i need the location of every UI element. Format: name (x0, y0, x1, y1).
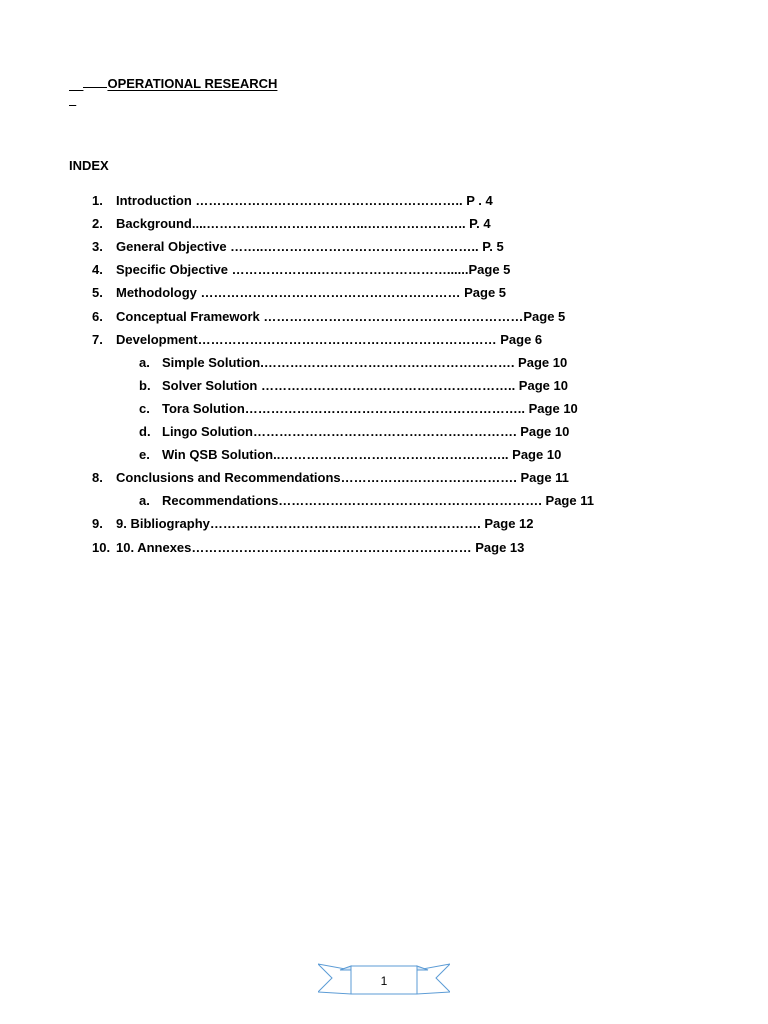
toc-entry[interactable] (0, 284, 768, 302)
toc-entry[interactable] (0, 492, 768, 510)
toc-entry[interactable] (0, 261, 768, 279)
toc-entry[interactable] (0, 446, 768, 464)
toc-entry[interactable] (0, 539, 768, 557)
toc-entry-number: a. (139, 493, 150, 509)
toc-entry-text: General Objective ……..………………………………………….. P. 5 (116, 239, 504, 255)
page-number: 1 (380, 974, 388, 988)
toc-entry-text: 10. Annexes…………………………..…………………………… Page 13 (116, 539, 525, 555)
toc-entry[interactable] (0, 215, 768, 233)
toc-entry-number: 6. (92, 308, 103, 324)
toc-entry[interactable] (0, 423, 768, 441)
toc-entry-text: Development…………………………………………………………… Page 6 (116, 331, 543, 347)
toc-entry-text: Introduction …………………………………………………….. P . 4 (116, 193, 493, 208)
toc-entry-number: 10. (92, 539, 111, 555)
toc-entry[interactable] (0, 377, 768, 395)
toc-entry-text: Background....…………..…………………...………………….. P. 4 (116, 216, 491, 232)
toc-entry[interactable] (0, 469, 768, 487)
toc-entry-number: c. (139, 400, 150, 416)
toc-entry-text: 9. Bibliography…………………………..…………………………. Page 12 (116, 516, 534, 532)
toc-entry-text: Tora Solution……………………………………………………….. Page 10 (162, 400, 578, 416)
toc-entry-number: a. (139, 354, 150, 370)
toc-entry-number: d. (139, 424, 151, 439)
toc-entry-text: Conclusions and Recommendations…………….……………………. Page 11 (116, 470, 569, 486)
toc-entry-number: 3. (92, 239, 103, 255)
toc-entry-text: Recommendations……………………………………………………. Page 11 (162, 493, 594, 509)
toc-entry-text: Specific Objective ………………..…………………………......Page 5 (116, 262, 511, 278)
toc-entry-number: e. (139, 447, 150, 463)
toc-entry-number: 8. (92, 470, 103, 486)
toc-entry-number: 5. (92, 285, 103, 301)
toc-entry-text: Solver Solution ………………………………………………….. Page 10 (162, 377, 568, 393)
toc-entry[interactable] (0, 400, 768, 418)
toc-entry[interactable] (0, 354, 768, 372)
title-underline-lead (83, 75, 107, 88)
toc-entry[interactable] (0, 192, 768, 210)
document-title-text: OPERATIONAL RESEARCH (107, 76, 278, 91)
toc-entry-number: 1. (92, 193, 103, 208)
toc-entry-text: Win QSB Solution..…………………………………………….. Page 10 (162, 447, 562, 463)
toc-entry-number: 2. (92, 216, 103, 232)
toc-entry[interactable] (0, 238, 768, 256)
document-title (69, 60, 277, 106)
index-heading: INDEX (69, 158, 109, 173)
toc-entry[interactable] (0, 308, 768, 326)
toc-entry-number: 4. (92, 262, 103, 278)
toc-entry[interactable] (0, 331, 768, 349)
toc-entry-text: Conceptual Framework ……………………………………………………Page 5 (116, 308, 566, 324)
toc-entry-number: b. (139, 377, 151, 393)
toc-entry[interactable] (0, 515, 768, 533)
toc-entry-number: 9. (92, 516, 103, 532)
toc-entry-text: Simple Solution.…………………………………………………. Page 10 (162, 354, 568, 370)
toc-entry-number: 7. (92, 331, 103, 347)
toc-entry-text: Methodology …………………………………………………… Page 5 (116, 285, 507, 301)
toc-entry-text: Lingo Solution……………………………………………………. Page 10 (162, 424, 570, 439)
